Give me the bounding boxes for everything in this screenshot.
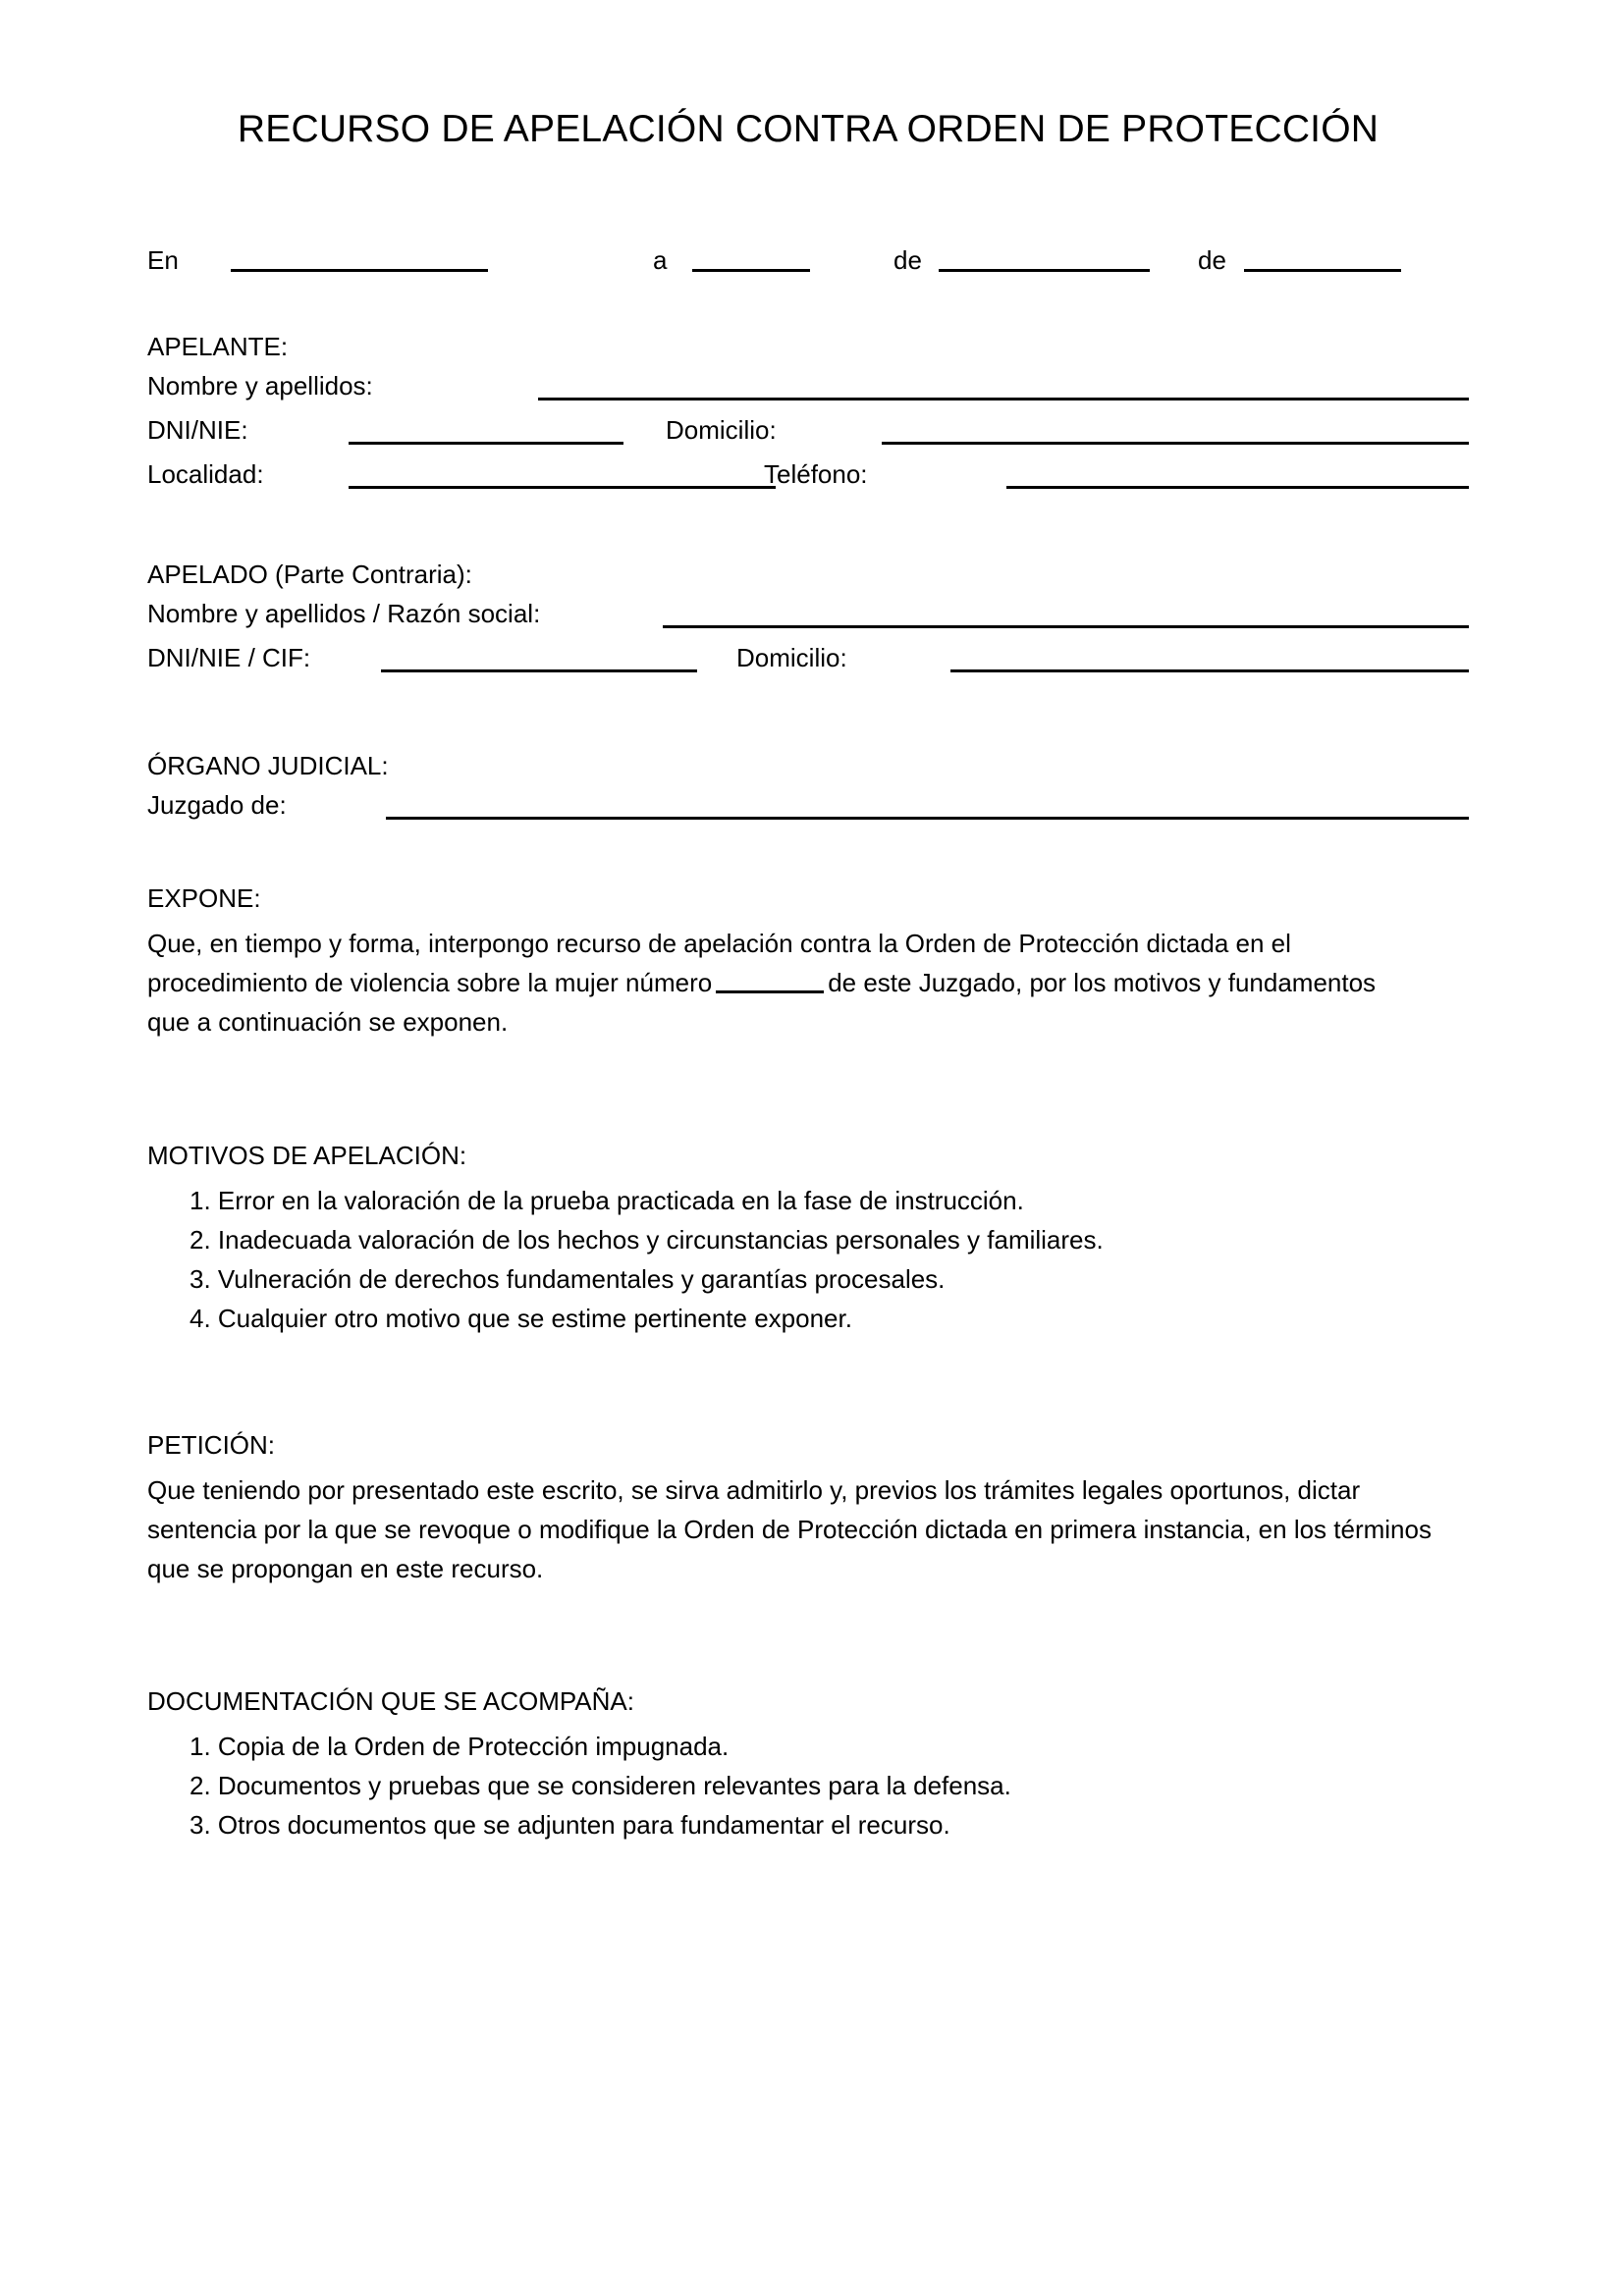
peticion-paragraph: Que teniendo por presentado este escrito, se sirva admitirlo y, previos los trámites legales oportunos, dictar sentencia por la que se revoque o modifique la Orden de Protección dictada en primera instancia, en los términos que se propongan en este recurso. [147, 1475, 1432, 1583]
apelado-section [147, 555, 1469, 682]
motivos-list [147, 1181, 1469, 1338]
apelante-domicilio-input[interactable] [882, 442, 1469, 445]
apelante-dni-row [147, 410, 1469, 454]
list-item: 3. Otros documentos que se adjunten para fundamentar el recurso. [189, 1810, 950, 1840]
peticion-section [147, 1425, 1469, 1588]
juzgado-input[interactable] [386, 817, 1469, 820]
list-item: 1. Copia de la Orden de Protección impugnada. [189, 1732, 730, 1761]
apelante-section [147, 327, 1469, 499]
document-content [147, 0, 1469, 1840]
apelado-nombre-row [147, 594, 1469, 638]
apelante-nombre-label: Nombre y apellidos: [147, 371, 373, 400]
expone-numero-blank[interactable] [716, 975, 824, 993]
apelante-heading: APELANTE: [147, 332, 289, 361]
motivos-section [147, 1136, 1469, 1338]
list-item: 3. Vulneración de derechos fundamentales y garantías procesales. [189, 1264, 946, 1294]
date-a-label: a [653, 245, 668, 275]
apelado-nombre-label: Nombre y apellidos / Razón social: [147, 599, 541, 628]
apelado-domicilio-input[interactable] [950, 669, 1469, 672]
date-en-label: En [147, 245, 179, 275]
list-item: 4. Cualquier otro motivo que se estime pertinente exponer. [189, 1304, 852, 1333]
date-line-row [147, 240, 1469, 282]
apelante-localidad-label: Localidad: [147, 459, 264, 489]
documentacion-list [147, 1727, 1469, 1844]
apelado-dni-label: DNI/NIE / CIF: [147, 643, 311, 672]
apelado-heading: APELADO (Parte Contraria): [147, 560, 472, 589]
date-year-blank[interactable] [1244, 269, 1401, 272]
apelante-telefono-input[interactable] [1006, 486, 1469, 489]
page-title: RECURSO DE APELACIÓN CONTRA ORDEN DE PROTECCIÓN [237, 108, 1380, 150]
apelado-dni-input[interactable] [381, 669, 697, 672]
organo-judicial-section [147, 746, 1469, 829]
documentacion-section [147, 1682, 1469, 1844]
date-place-blank[interactable] [231, 269, 488, 272]
list-item: 1. Error en la valoración de la prueba practicada en la fase de instrucción. [189, 1186, 1024, 1215]
date-day-blank[interactable] [692, 269, 810, 272]
juzgado-row [147, 785, 1469, 829]
list-item: 2. Documentos y pruebas que se consideren relevantes para la defensa. [189, 1771, 1011, 1800]
expone-paragraph [147, 924, 1414, 1041]
apelante-telefono-label: Teléfono: [764, 459, 868, 489]
apelado-dni-row [147, 638, 1469, 682]
date-month-blank[interactable] [939, 269, 1150, 272]
apelante-dni-label: DNI/NIE: [147, 415, 248, 445]
apelante-localidad-row [147, 454, 1469, 499]
apelado-domicilio-label: Domicilio: [736, 643, 847, 672]
apelante-nombre-input[interactable] [538, 398, 1469, 400]
organo-judicial-heading: ÓRGANO JUDICIAL: [147, 751, 389, 780]
date-de-label-1: de [893, 245, 922, 275]
apelante-localidad-input[interactable] [349, 486, 776, 489]
motivos-heading: MOTIVOS DE APELACIÓN: [147, 1141, 467, 1170]
apelante-domicilio-label: Domicilio: [666, 415, 777, 445]
peticion-heading: PETICIÓN: [147, 1430, 276, 1460]
apelado-nombre-input[interactable] [663, 625, 1469, 628]
juzgado-label: Juzgado de: [147, 790, 287, 820]
documentacion-heading: DOCUMENTACIÓN QUE SE ACOMPAÑA: [147, 1686, 634, 1716]
apelante-dni-input[interactable] [349, 442, 623, 445]
expone-text-after: de este Juzgado, por los motivos y fundamentos que a continuación se exponen. [147, 968, 1377, 1037]
expone-section [147, 879, 1414, 1041]
expone-heading: EXPONE: [147, 883, 261, 913]
date-de-label-2: de [1198, 245, 1226, 275]
expone-text-before: Que, en tiempo y forma, interpongo recurso de apelación contra la Orden de Protección dictada en el procedimiento de violencia sobre la mujer número [147, 929, 1291, 997]
list-item: 2. Inadecuada valoración de los hechos y circunstancias personales y familiares. [189, 1225, 1104, 1255]
apelante-nombre-row [147, 366, 1469, 410]
